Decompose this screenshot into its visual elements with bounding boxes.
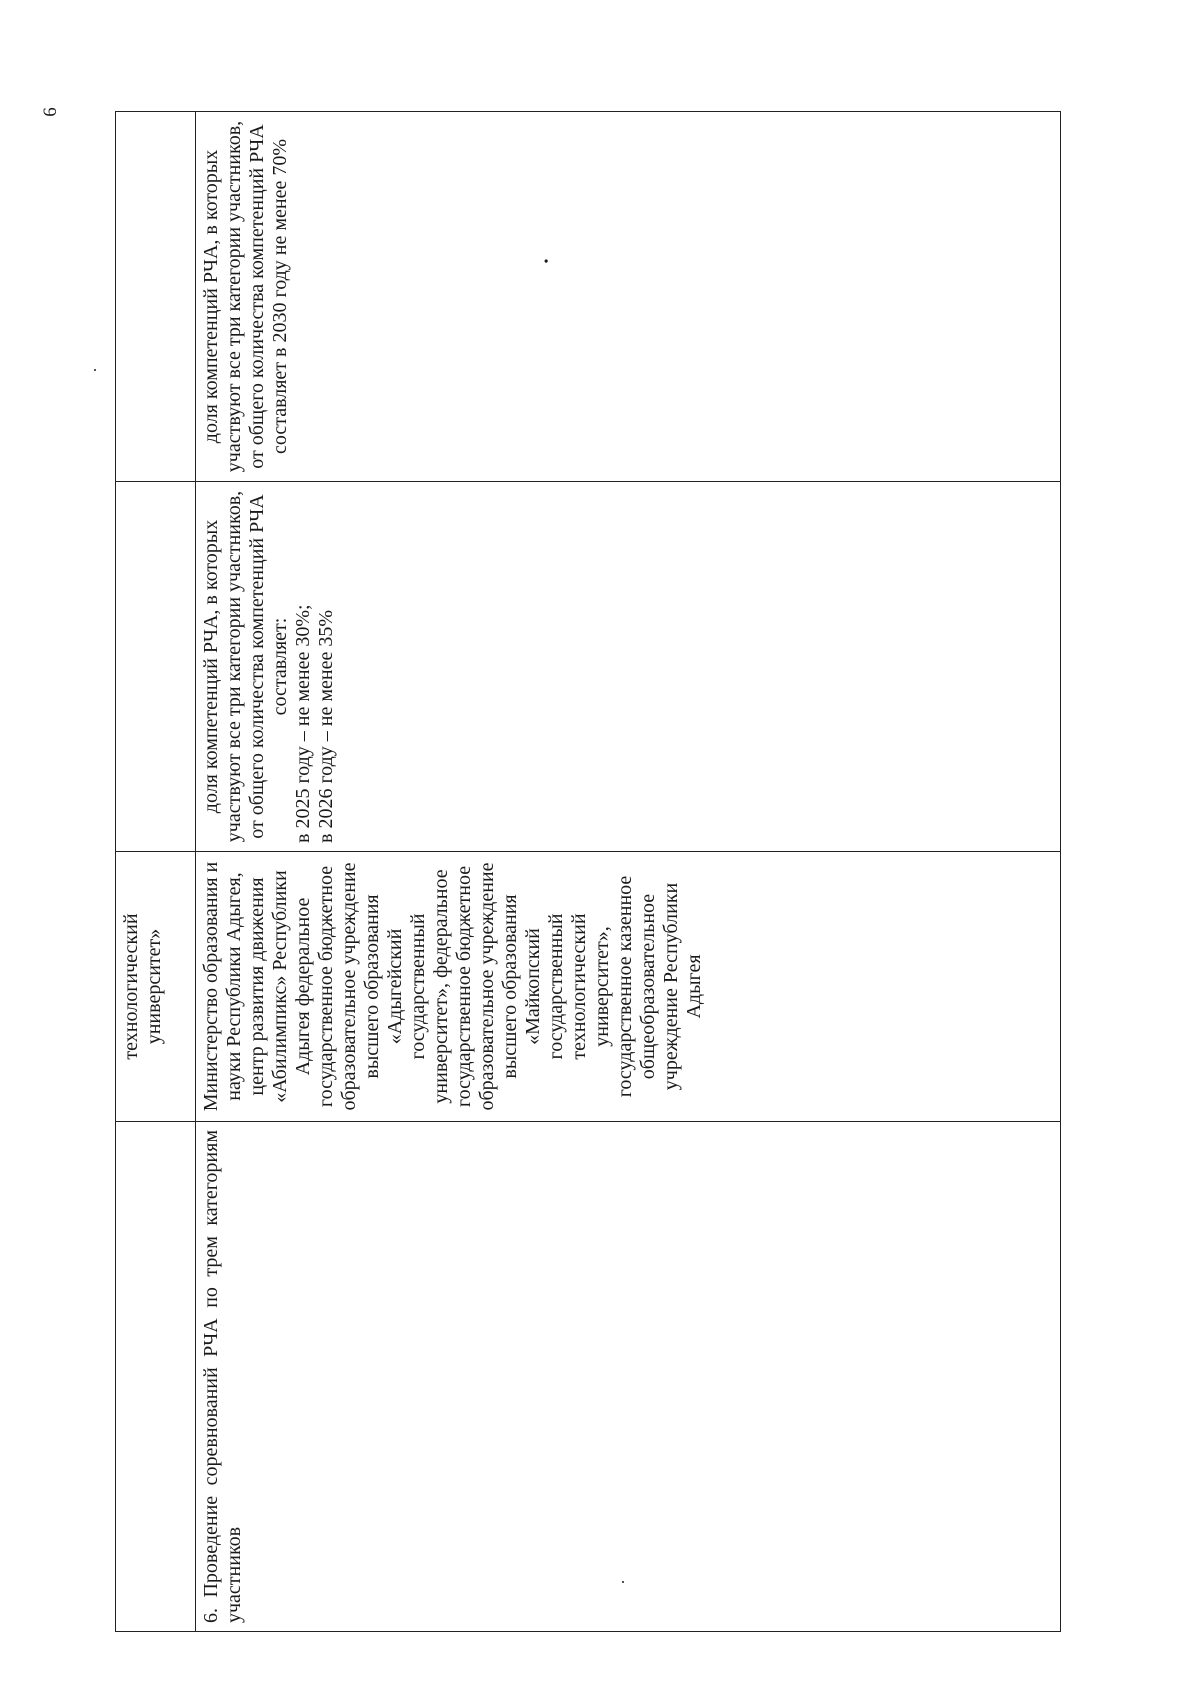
- table-cell-indicator-2025: [116, 482, 196, 852]
- table-cell-event: [116, 1122, 196, 1632]
- table-cell-indicator-2030: [196, 112, 1061, 482]
- table-row: [116, 112, 196, 1632]
- table-cell-executors: Министерство образования и науки Республики Адыгея, центр развития движения «Абилимпикс» Республики Адыгея федеральное государственное бюджетное образовательное учреждение высшего образования «Адыгейский государственный университет», федеральное государственное бюджетное образовательное учреждение высшего образования «Майкопский государственный технологический университет», государственное казенное общеобразовательное учреждение Республики Адыгея: [196, 852, 1061, 1122]
- indicator-2030-text: доля компетенций РЧА, в которых участвуют все три категории участников, от общего количества компетенций РЧА составляет в 2030 году не менее 70%: [200, 120, 291, 473]
- indicator-2025-line1: в 2025 году – не менее 30%;: [292, 604, 314, 843]
- indicator-2025-line2: в 2026 году – не менее 35%: [315, 610, 337, 843]
- stray-mark: •: [539, 258, 555, 264]
- stray-mark: ·: [92, 360, 98, 380]
- stray-mark: ·: [620, 1572, 626, 1592]
- indicator-2025-intro: доля компетенций РЧА, в которых участвуют все три категории участников, от общего количества компетенций РЧА составляет:: [200, 490, 291, 843]
- rotated-content: [40, 107, 1060, 1632]
- table-cell-indicator-2025: [196, 482, 1061, 852]
- table-cell-indicator-2030: [116, 112, 196, 482]
- events-table: [115, 111, 1061, 1632]
- table-cell-event: 6. Проведение соревнований РЧА по трем категориям участников: [196, 1122, 1061, 1632]
- table-cell-executors: технологический университет»: [116, 852, 196, 1122]
- page-number: 6: [40, 107, 61, 117]
- table-row: [196, 112, 1061, 1632]
